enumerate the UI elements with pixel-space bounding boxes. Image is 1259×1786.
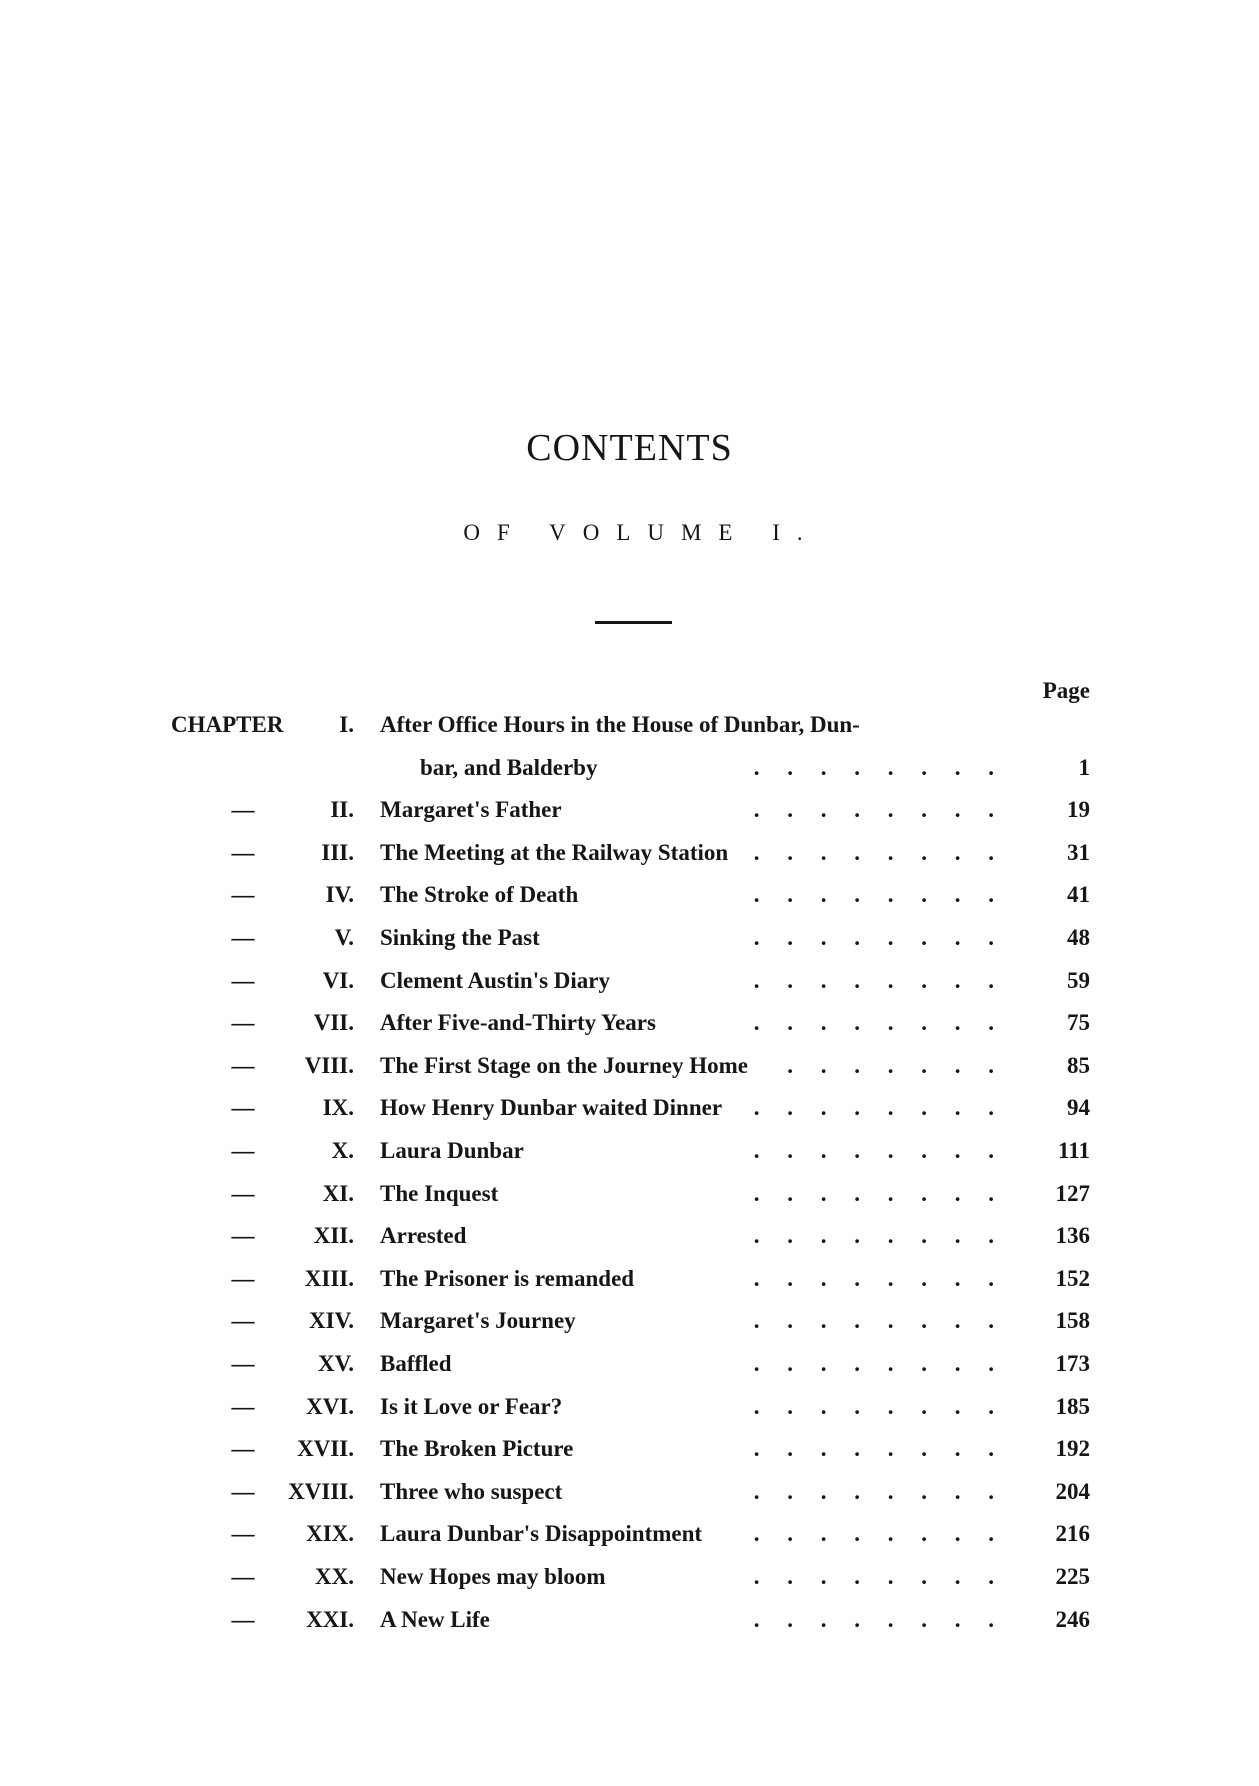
chapter-title: The Stroke of Death	[380, 882, 579, 908]
toc-row	[0, 1516, 1259, 1552]
ditto-dash: —	[231, 1478, 255, 1504]
chapter-title: Baffled	[380, 1351, 452, 1376]
dot-leader: . . . . . . . .	[753, 1095, 1005, 1121]
ditto-dash: —	[231, 925, 255, 950]
page-column-label: Page	[1042, 678, 1090, 703]
chapter-number: XVII.	[297, 1436, 354, 1462]
page-number: 111	[1058, 1138, 1090, 1163]
toc-row	[0, 1474, 1259, 1510]
chapter-number: XXI.	[306, 1606, 354, 1632]
chapter-number: VII.	[313, 1010, 354, 1036]
ditto-dash: —	[231, 1052, 255, 1078]
ditto-dash: —	[231, 1223, 255, 1249]
page-number: 225	[1055, 1564, 1090, 1589]
dot-leader: . . . . . . . .	[753, 1010, 1005, 1036]
chapter-title: Three who suspect	[380, 1478, 563, 1504]
chapter-title: The Broken Picture	[380, 1436, 574, 1462]
toc-row	[0, 963, 1259, 999]
ditto-dash: —	[231, 1606, 255, 1632]
chapter-title: How Henry Dunbar waited Dinner	[380, 1095, 723, 1121]
dot-leader: . . . . . . . .	[753, 1521, 1005, 1547]
ditto-dash: —	[231, 1138, 255, 1163]
chapter-number: XIX.	[306, 1521, 354, 1547]
toc-row	[0, 792, 1259, 828]
page-number: 158	[1055, 1308, 1090, 1334]
chapter-title: Laura Dunbar's Disappointment	[380, 1521, 703, 1547]
toc-row	[0, 1389, 1259, 1425]
page-number: 19	[1067, 797, 1090, 823]
page-number: 94	[1067, 1095, 1090, 1121]
ditto-dash: —	[231, 1521, 255, 1547]
dot-leader: . . . . . . . .	[753, 1180, 1005, 1206]
toc-row-continuation	[0, 750, 1259, 786]
dot-leader: . . . . . . . .	[753, 1393, 1005, 1419]
chapter-number: XIII.	[304, 1265, 354, 1291]
toc-row	[0, 1346, 1259, 1382]
contents-title: CONTENTS	[526, 427, 733, 469]
chapter-number: V.	[334, 925, 354, 950]
dot-leader: . . . . . . . .	[753, 1606, 1005, 1632]
chapter-number: XV.	[317, 1351, 354, 1376]
toc-row	[0, 1303, 1259, 1339]
chapter-number: XIV.	[309, 1308, 354, 1334]
chapter-number: IV.	[325, 882, 354, 908]
chapter-title: Sinking the Past	[380, 925, 540, 950]
page-number: 59	[1067, 967, 1090, 993]
chapter-title-continuation: bar, and Balderby	[420, 754, 598, 780]
chapter-title: A New Life	[380, 1606, 490, 1632]
chapter-label: CHAPTER	[171, 712, 284, 737]
ditto-dash: —	[231, 1351, 255, 1376]
page-number: 85	[1067, 1052, 1090, 1078]
page-number: 152	[1055, 1265, 1090, 1291]
page-number: 31	[1067, 839, 1090, 865]
divider-rule	[595, 621, 672, 624]
chapter-title: The Inquest	[380, 1180, 499, 1206]
chapter-title: The Prisoner is remanded	[380, 1265, 635, 1291]
chapter-number: XX.	[315, 1564, 354, 1589]
dot-leader: . . . . . . . .	[753, 797, 1005, 823]
chapter-title: The First Stage on the Journey Home	[380, 1052, 748, 1078]
ditto-dash: —	[231, 1180, 255, 1206]
toc-row	[0, 1431, 1259, 1467]
page-number: 216	[1055, 1521, 1090, 1547]
ditto-dash: —	[231, 797, 255, 823]
toc-row	[0, 1133, 1259, 1169]
ditto-dash: —	[231, 1436, 255, 1462]
chapter-title: After Office Hours in the House of Dunbar, Dun-	[380, 712, 860, 737]
dot-leader: . . . . . . . .	[753, 1436, 1005, 1462]
page-number: 192	[1055, 1436, 1090, 1462]
chapter-title: Laura Dunbar	[380, 1138, 524, 1163]
dot-leader: . . . . . . . .	[753, 967, 1005, 993]
ditto-dash: —	[231, 839, 255, 865]
dot-leader: . . . . . . . .	[753, 754, 1005, 780]
page-number: 173	[1055, 1351, 1090, 1376]
chapter-title: Margaret's Journey	[380, 1308, 576, 1334]
chapter-title: The Meeting at the Railway Station	[380, 839, 729, 865]
ditto-dash: —	[231, 882, 255, 908]
page-number: 41	[1067, 882, 1090, 908]
ditto-dash: —	[231, 967, 255, 993]
dot-leader: . . . . . . . .	[753, 839, 1005, 865]
page-number: 204	[1055, 1478, 1090, 1504]
ditto-dash: —	[231, 1010, 255, 1036]
page-number: 1	[1078, 754, 1090, 780]
page-number: 185	[1055, 1393, 1090, 1419]
chapter-number: X.	[331, 1138, 354, 1163]
ditto-dash: —	[231, 1095, 255, 1121]
dot-leader: . . . . . . . .	[753, 1138, 1005, 1163]
page-number: 246	[1055, 1606, 1090, 1632]
toc-row	[0, 1048, 1259, 1084]
toc-row	[0, 920, 1259, 956]
page-number: 127	[1055, 1180, 1090, 1206]
chapter-title: Is it Love or Fear?	[380, 1393, 563, 1419]
toc-row	[0, 1602, 1259, 1638]
page-number: 75	[1067, 1010, 1090, 1036]
toc-row	[0, 1090, 1259, 1126]
toc-row	[0, 1261, 1259, 1297]
chapter-number: III.	[321, 839, 354, 865]
toc-row	[0, 707, 1259, 743]
volume-subtitle: OF VOLUME I.	[463, 520, 820, 545]
dot-leader: . . . . . . . .	[753, 1223, 1005, 1249]
chapter-title: Arrested	[380, 1223, 467, 1249]
toc-row	[0, 1176, 1259, 1212]
dot-leader: . . . . . . . .	[753, 1308, 1005, 1334]
chapter-title: New Hopes may bloom	[380, 1564, 606, 1589]
chapter-number: IX.	[322, 1095, 354, 1121]
dot-leader: . . . . . . . .	[753, 1351, 1005, 1376]
dot-leader: . . . . . . . .	[753, 1564, 1005, 1589]
chapter-title: Margaret's Father	[380, 797, 562, 823]
chapter-number: VIII.	[304, 1052, 354, 1078]
toc-row	[0, 1005, 1259, 1041]
dot-leader: . . . . . . . .	[753, 882, 1005, 908]
toc-row	[0, 835, 1259, 871]
page-number: 136	[1055, 1223, 1090, 1249]
chapter-number: XI.	[322, 1180, 354, 1206]
chapter-number: XVI.	[306, 1393, 354, 1419]
dot-leader: . . . . . . .	[787, 1052, 1005, 1078]
chapter-title: After Five-and-Thirty Years	[380, 1010, 656, 1036]
dot-leader: . . . . . . . .	[753, 925, 1005, 950]
toc-row	[0, 1218, 1259, 1254]
ditto-dash: —	[231, 1308, 255, 1334]
chapter-number: I.	[339, 712, 354, 737]
ditto-dash: —	[231, 1265, 255, 1291]
chapter-title: Clement Austin's Diary	[380, 967, 610, 993]
page-number: 48	[1067, 925, 1090, 950]
toc-row	[0, 877, 1259, 913]
chapter-number: XII.	[313, 1223, 354, 1249]
chapter-number: VI.	[322, 967, 354, 993]
chapter-number: II.	[330, 797, 354, 823]
dot-leader: . . . . . . . .	[753, 1265, 1005, 1291]
toc-row	[0, 1559, 1259, 1595]
ditto-dash: —	[231, 1564, 255, 1589]
ditto-dash: —	[231, 1393, 255, 1419]
chapter-number: XVIII.	[288, 1478, 354, 1504]
dot-leader: . . . . . . . .	[753, 1478, 1005, 1504]
